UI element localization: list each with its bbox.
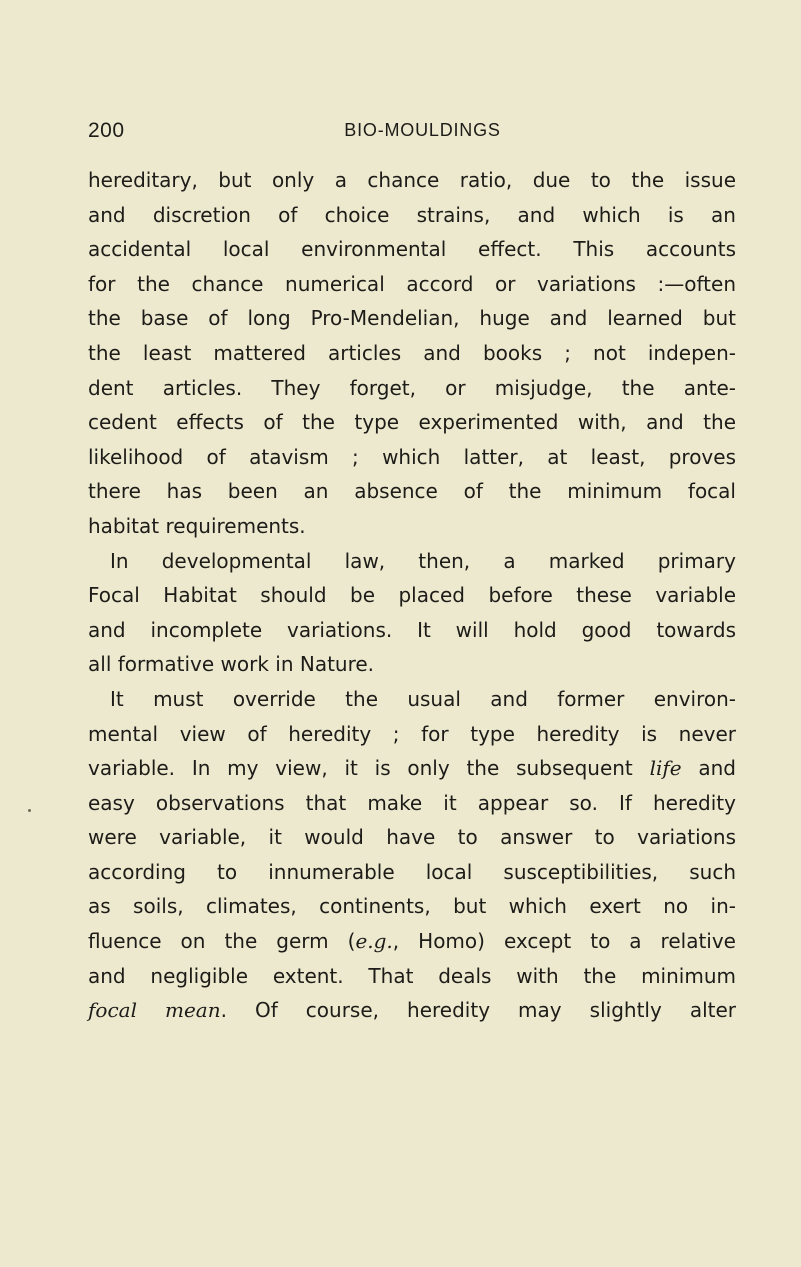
page-number: 200: [88, 119, 125, 142]
text-line: accidental local environmental effect. This accounts: [88, 237, 736, 262]
text-line: habitat requirements.: [88, 513, 306, 538]
text-line: were variable, it would have to answer to variations: [88, 825, 736, 850]
italic-run: e.g.: [355, 929, 393, 954]
text-line: [88, 993, 736, 1028]
text-line: [88, 751, 736, 786]
running-head: BIO-MOULDINGS: [344, 120, 501, 140]
text-line: the base of long Pro-Mendelian, huge and learned but: [88, 306, 736, 331]
text-run: fluence on the germ (: [88, 929, 356, 954]
text-run: and: [681, 756, 736, 781]
italic-run: focal mean: [88, 998, 221, 1023]
page-header: [0, 119, 801, 149]
text-line: as soils, climates, continents, but which exert no in-: [88, 894, 736, 919]
text-line: cedent effects of the type experimented with, and the: [88, 410, 736, 435]
text-line: the least mattered articles and books ; not indepen-: [88, 340, 736, 365]
text-line: and negligible extent. That deals with the minimum: [88, 963, 736, 988]
text-run: . Of course, heredity may slightly alter: [220, 998, 737, 1023]
text-line: hereditary, but only a chance ratio, due to the issue: [88, 168, 736, 192]
text-line: likelihood of atavism ; which latter, at least, proves: [88, 444, 736, 469]
stray-mark: [28, 809, 31, 812]
text-run: variable. In my view, it is only the subsequent: [88, 756, 650, 781]
text-line: In developmental law, then, a marked primary: [110, 548, 736, 573]
text-line: [88, 924, 736, 959]
italic-run: life: [649, 756, 682, 781]
text-line: dent articles. They forget, or misjudge, the ante-: [88, 375, 736, 400]
text-line: Focal Habitat should be placed before these variable: [88, 583, 736, 608]
text-line: for the chance numerical accord or variations :—often: [88, 271, 736, 296]
text-line: all formative work in Nature.: [88, 652, 375, 677]
text-line: according to innumerable local susceptibilities, such: [88, 859, 736, 884]
text-run: , Homo) except to a relative: [392, 929, 736, 954]
text-line: mental view of heredity ; for type heredity is never: [88, 721, 736, 746]
text-line: It must override the usual and former environ-: [110, 686, 736, 711]
text-line: easy observations that make it appear so. If heredity: [88, 790, 736, 815]
text-line: and incomplete variations. It will hold good towards: [88, 617, 736, 642]
text-line: and discretion of choice strains, and which is an: [88, 202, 736, 227]
text-line: there has been an absence of the minimum focal: [88, 479, 736, 504]
body-text: [88, 163, 736, 1028]
